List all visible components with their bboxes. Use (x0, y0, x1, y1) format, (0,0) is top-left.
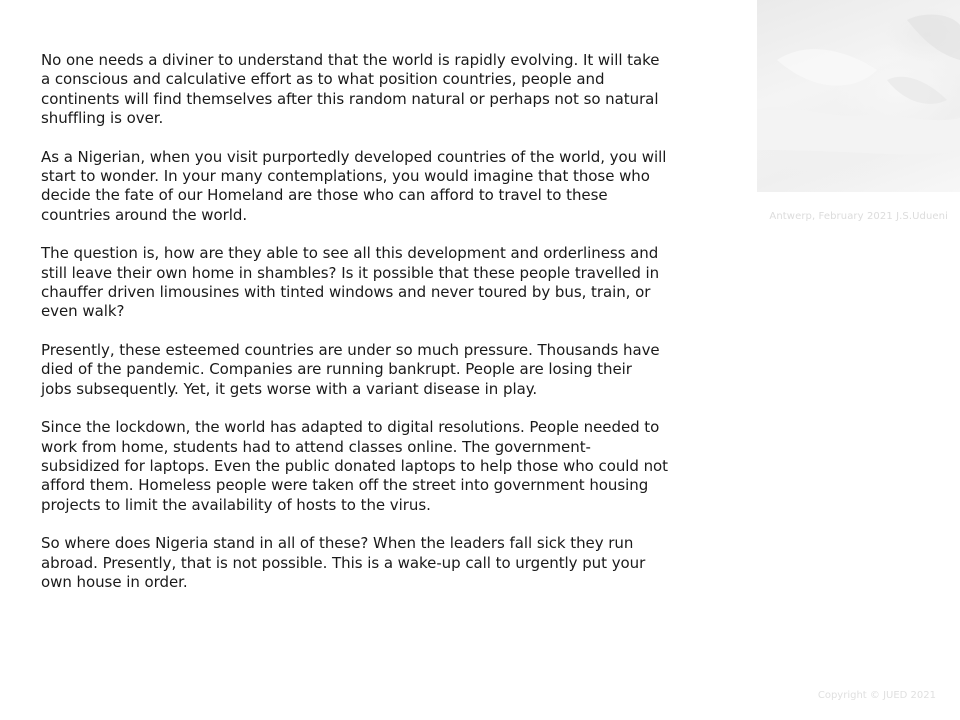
photo-texture (757, 0, 960, 192)
copyright-notice: Copyright © JUED 2021 (817, 690, 936, 701)
header-photo (757, 0, 960, 192)
photo-caption: Antwerp, February 2021 J.S.Udueni (769, 211, 948, 222)
paragraph: Since the lockdown, the world has adapted to digital resolutions. People needed to work from home, students had to attend classes online. The government- subsidized for laptops. Even the public donated laptops to help those who could not afford them. Homeless people were taken off the street into government housing projects to limit the availability of hosts to the virus. (41, 418, 669, 514)
paragraph: No one needs a diviner to understand that the world is rapidly evolving. It will take a conscious and calculative effort as to what position countries, people and continents will find themselves after this random natural or perhaps not so natural shuffling is over. (41, 51, 660, 127)
paragraph: As a Nigerian, when you visit purportedly developed countries of the world, you will start to wonder. In your many contemplations, you would imagine that those who decide the fate of our Homeland are those who can afford to travel to these countries around the world. (41, 147, 667, 224)
paragraph: Presently, these esteemed countries are under so much pressure. Thousands have died of the pandemic. Companies are running bankrupt. People are losing their jobs subsequently. Yet, it gets worse with a variant disease in play. (41, 341, 660, 398)
article-body (41, 51, 731, 612)
paragraph: So where does Nigeria stand in all of these? When the leaders fall sick they run abroad. Presently, that is not possible. This is a wake-up call to urgently put your own house in order. (41, 534, 646, 592)
paragraph: The question is, how are they able to see all this development and orderliness and still leave their own home in shambles? Is it possible that these people travelled in chauffer driven limousines with tinted windows and never toured by bus, train, or even walk? (41, 244, 660, 321)
